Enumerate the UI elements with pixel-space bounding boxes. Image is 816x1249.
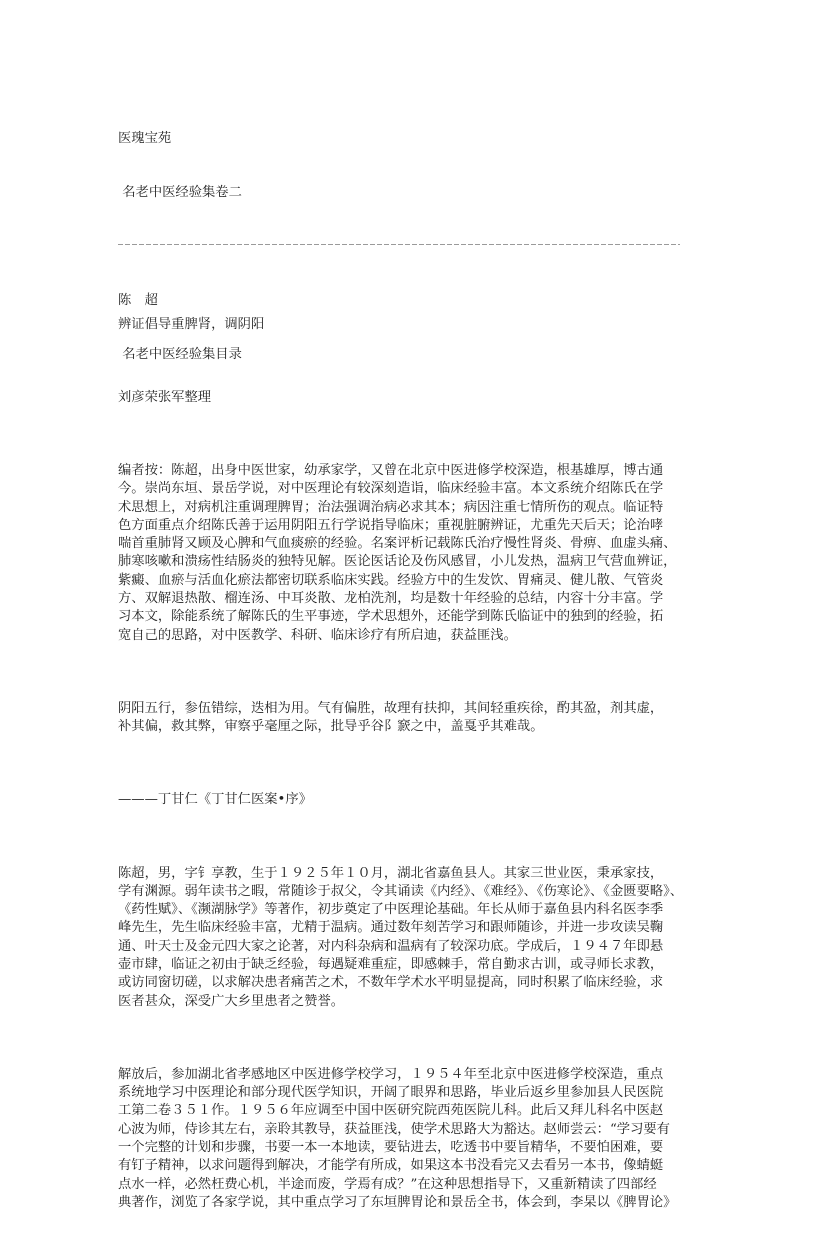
paragraph-biography (118, 865, 718, 1011)
quote-attribution (118, 791, 718, 809)
text-line: 习本文，除能系统了解陈氏的生平事迹，学术思想外，还能学到陈氏临证中的独到的经验，拓 (118, 609, 664, 625)
dashed-divider (118, 244, 680, 245)
text-line: 肺寒咳嗽和溃疡性结肠炎的独特见解。医论医话论及伤风感冒，小儿发热，温病卫气营血辨证， (118, 554, 677, 570)
paragraph-editor-note (118, 462, 718, 645)
text-line: ———丁甘仁《丁甘仁医案•序》 (118, 792, 312, 808)
text-line: 编者按：陈超，出身中医世家，幼承家学，又曾在北京中医进修学校深造，根基雄厚，博古通 (118, 462, 664, 478)
author-name: 陈 超 (118, 293, 158, 308)
text-line: 今。崇尚东垣、景岳学说，对中医理论有较深刻造诣，临床经验丰富。本文系统介绍陈氏在学 (118, 481, 664, 497)
text-line: 有钉子精神，以求问题得到解决，才能学有所成，如果这本书没看完又去看另一本书，像蜻蜓 (118, 1158, 664, 1174)
volume-title: 名老中医经验集卷二 (118, 185, 242, 200)
text-line: 或访同窗切磋，以求解决患者痛苦之术，不数年学术水平明显提高，同时积累了临床经验，求 (118, 975, 664, 991)
article-author: 刘彦荣张军整理 (118, 389, 212, 405)
text-line: 心波为师，侍诊其左右，亲聆其教导，获益匪浅，使学术思路大为豁达。赵师尝云：“学习要有 (118, 1121, 670, 1137)
text-line: 宽自己的思路，对中医教学、科研、临床诊疗有所启迪，获益匪浅。 (118, 627, 517, 643)
paragraph-post-liberation (118, 1066, 718, 1212)
text-line: 补其偏，救其弊，审察乎毫厘之际，批导乎谷阝窾之中，盖戛乎其难哉。 (118, 719, 544, 735)
text-line: 点水一样，必然枉费心机，半途而废，学焉有成？”在这种思想指导下，又重新精读了四部经 (118, 1176, 657, 1192)
text-line: 学有渊源。弱年读书之暇，常随诊于叔父，令其诵读《内经》、《难经》、《伤寒论》、《金匮要略》、 (118, 883, 684, 899)
text-line: 解放后，参加湖北省孝感地区中医进修学校学习，１９５４年至北京中医进修学校深造，重点 (118, 1066, 664, 1082)
text-line: 术思想上，对病机注重调理脾胃；治法强调治病必求其本；病因注重七情所伤的观点。临证特 (118, 499, 664, 515)
text-line: 阴阳五行，参伍错综，迭相为用。气有偏胜，故理有扶抑，其间轻重疾徐，酌其盈，剂其虚， (118, 700, 664, 716)
text-line: 典著作，浏览了各家学说，其中重点学习了东垣脾胃论和景岳全书，体会到，李杲以《脾胃论》 (118, 1194, 677, 1210)
text-line: 《药性赋》、《濒湖脉学》等著作，初步奠定了中医理论基础。年长从师于嘉鱼县内科名医李季 (118, 902, 664, 918)
toc-title: 名老中医经验集目录 (118, 347, 242, 362)
text-line: 医者甚众，深受广大乡里患者之赞誉。 (118, 993, 345, 1009)
text-line: 工第二卷３５１作。１９５６年应调至中国中医研究院西苑医院儿科。此后又拜儿科名中医赵 (118, 1103, 664, 1119)
text-line: 紫癜、血瘀与活血化瘀法都密切联系临床实践。经验方中的生发饮、胃痛灵、健儿散、气管炎 (118, 572, 664, 588)
text-line: 壶市肆，临证之初由于缺乏经验，每遇疑难重症，即感棘手，常自勤求古训，或寻师长求教， (118, 956, 664, 972)
text-line: 通、叶天士及金元四大家之论著，对内科杂病和温病有了较深功底。学成后，１９４７年即悬 (118, 938, 664, 954)
paragraph-quote (118, 700, 718, 737)
article-body (118, 279, 718, 1249)
book-title: 医瑰宝苑 (118, 131, 172, 146)
article-title: 辨证倡导重脾肾，调阴阳 (118, 316, 265, 332)
text-line: 一个完整的计划和步骤，书要一本一本地读，要钻进去，吃透书中要旨精华，不要怕困难，要 (118, 1139, 664, 1155)
text-line: 方、双解退热散、榴连汤、中耳炎散、龙柏洗剂，均是数十年经验的总结，内容十分丰富。学 (118, 591, 664, 607)
text-line: 系统地学习中医理论和部分现代医学知识，开阔了眼界和思路，毕业后返乡里参加县人民医院 (118, 1085, 664, 1101)
text-line: 陈超，男，字钅享教，生于１９２５年１０月，湖北省嘉鱼县人。其家三世业医，秉承家技， (118, 865, 664, 881)
text-line: 峰先生，先生临床经验丰富，尤精于温病。通过数年刻苦学习和跟师随诊，并进一步攻读吴鞠 (118, 920, 664, 936)
text-line: 喘首重肺肾又顾及心脾和气血痰瘀的经验。名案评析记载陈氏治疗慢性肾炎、骨痹、血虚头痛、 (118, 536, 677, 552)
text-line: 色方面重点介绍陈氏善于运用阴阳五行学说指导临床；重视脏腑辨证，尤重先天后天；论治哮 (118, 517, 664, 533)
